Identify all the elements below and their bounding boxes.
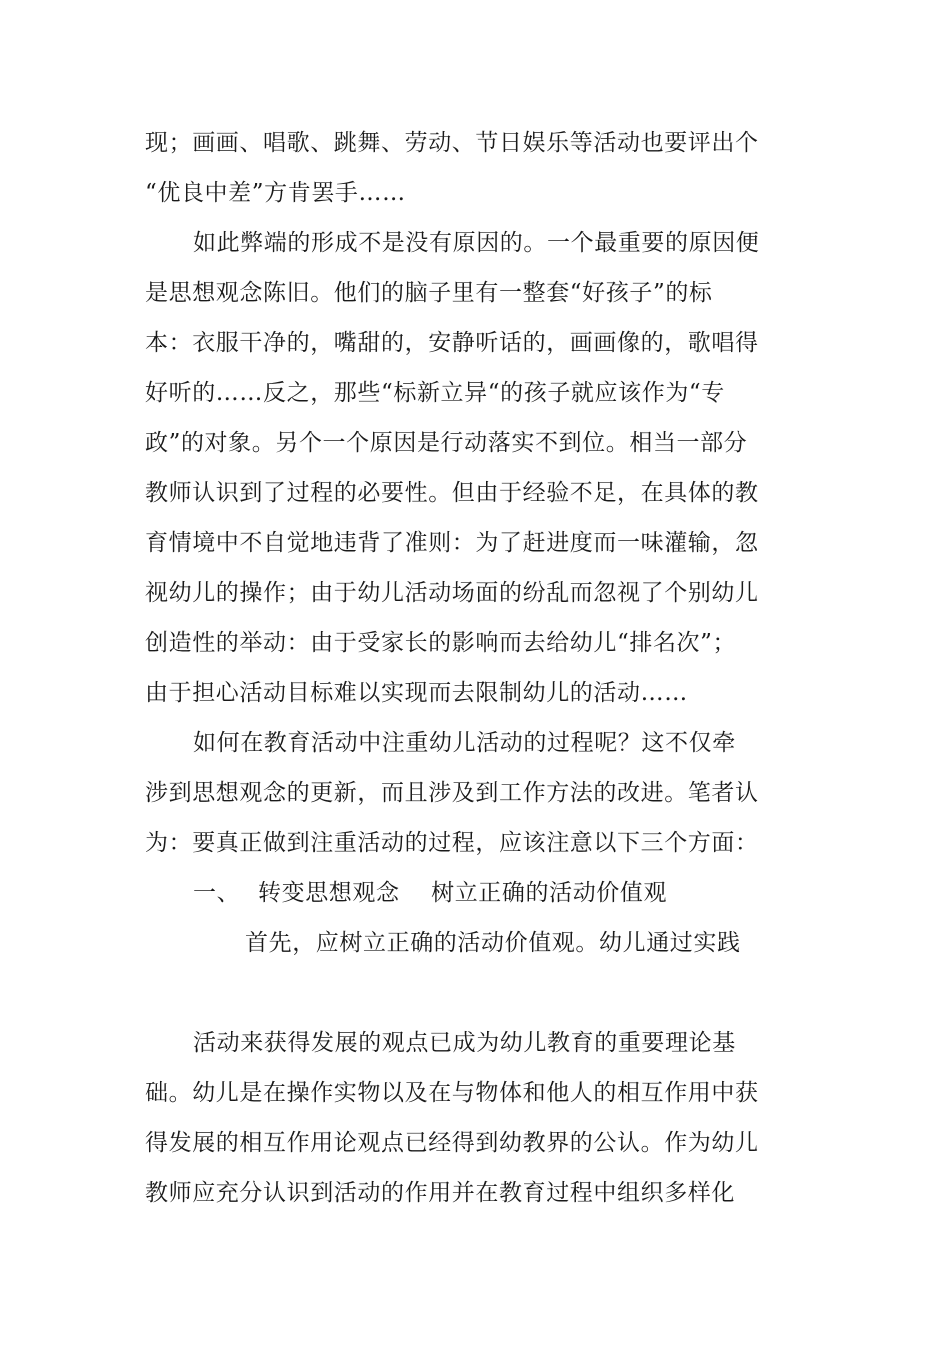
section-number: 一、 [193,880,241,906]
paragraph-start-line: 如此弊端的形成不是没有原因的。一个最重要的原因便 [193,230,760,256]
text-line: 为：要真正做到注重活动的过程，应该注意以下三个方面： [145,830,759,856]
text-line: 视幼儿的操作；由于幼儿活动场面的纷乱而忽视了个别幼儿 [145,580,759,606]
text-line: 础。幼儿是在操作实物以及在与物体和他人的相互作用中获 [145,1080,759,1106]
text-line: 由于担心活动目标难以实现而去限制幼儿的活动…… [145,680,688,706]
text-line: 育情境中不自觉地违背了准则：为了赶进度而一味灌输，忽 [145,530,759,556]
text-line: 得发展的相互作用论观点已经得到幼教界的公认。作为幼儿 [145,1130,759,1156]
text-line: 政”的对象。另个一个原因是行动落实不到位。相当一部分 [145,430,748,456]
paragraph-start-line: 如何在教育活动中注重幼儿活动的过程呢？这不仅牵 [193,730,736,756]
text-line: 现；画画、唱歌、跳舞、劳动、节日娱乐等活动也要评出个 [145,130,759,156]
text-line: 本：衣服干净的，嘴甜的，安静听话的，画画像的，歌唱得 [145,330,759,356]
text-line: 创造性的举动：由于受家长的影响而去给幼儿“排名次”； [145,630,737,656]
text-line: “优良中差”方肯罢手…… [145,180,406,206]
text-line: 教师认识到了过程的必要性。但由于经验不足，在具体的教 [145,480,759,506]
text-line: 好听的……反之，那些“标新立异“的孩子就应该作为“专 [145,380,725,406]
text-line: 是思想观念陈旧。他们的脑子里有一整套“好孩子”的标 [145,280,713,306]
text-line: 涉到思想观念的更新，而且涉及到工作方法的改进。笔者认 [145,780,759,806]
text-line: 教师应充分认识到活动的作用并在教育过程中组织多样化 [145,1180,735,1206]
text-line: 活动来获得发展的观点已成为幼儿教育的重要理论基 [193,1030,736,1056]
paragraph-start-line: 首先，应树立正确的活动价值观。幼儿通过实践 [245,930,741,956]
section-heading: 转变思想观念 树立正确的活动价值观 [258,880,668,906]
